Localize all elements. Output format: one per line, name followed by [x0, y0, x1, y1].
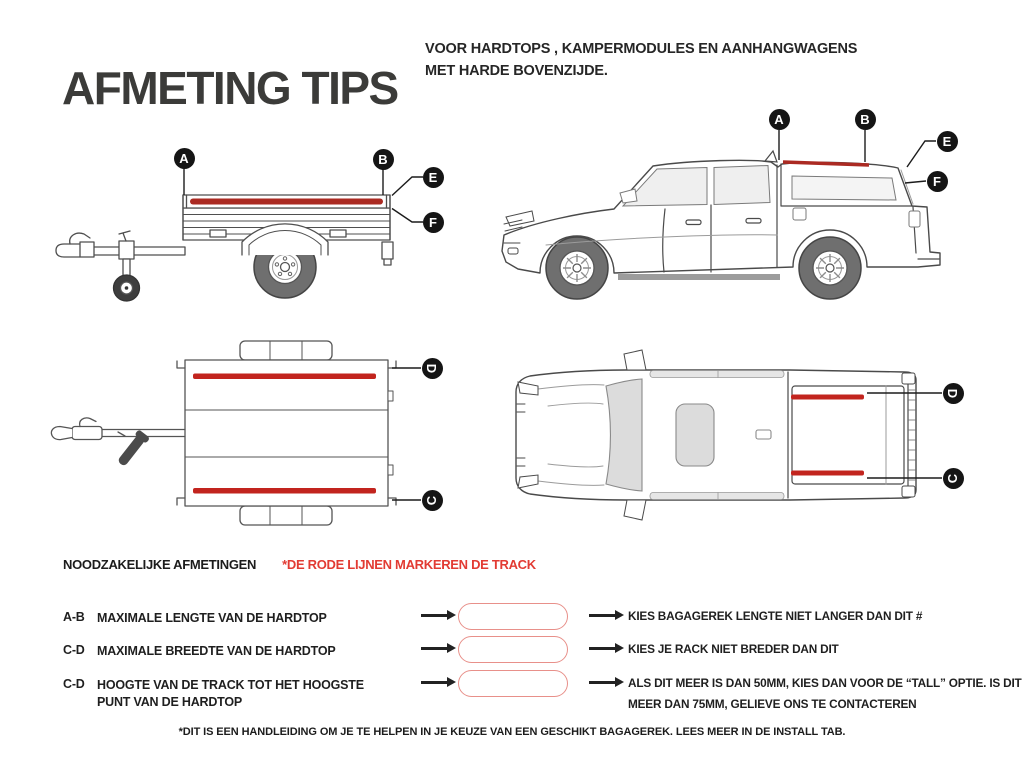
row-range-label: C-D [63, 643, 85, 657]
row-range-label: A-B [63, 610, 85, 624]
marker-e: E [423, 167, 444, 188]
legend-heading: NOODZAKELIJKE AFMETINGEN [63, 557, 257, 572]
track-line [791, 395, 864, 400]
arrow-right-icon [421, 614, 447, 617]
track-line [193, 374, 376, 380]
row-instruction: KIES JE RACK NIET BREDER DAN DIT [628, 642, 839, 656]
marker-c: C [422, 490, 443, 511]
trailer-top-drawing [30, 332, 470, 557]
page-subtitle [425, 39, 857, 83]
marker-d: D [422, 358, 443, 379]
marker-f: F [927, 171, 948, 192]
legend-row-length [0, 603, 1024, 635]
arrow-right-icon [421, 681, 447, 684]
legend-track-note: *DE RODE LIJNEN MARKEREN DE TRACK [282, 557, 536, 572]
legend-heading-row [63, 557, 536, 572]
track-line [791, 471, 864, 476]
row-range-label: C-D [63, 677, 85, 691]
trailer-line-art [56, 195, 393, 301]
marker-f: F [423, 212, 444, 233]
track-line [190, 199, 383, 205]
subtitle-line-1: VOOR HARDTOPS , KAMPERMODULES EN AANHANGWAGENS [425, 41, 858, 57]
marker-b: B [373, 149, 394, 170]
marker-a: A [769, 109, 790, 130]
arrow-right-icon [589, 681, 615, 684]
row-instruction: ALS DIT MEER IS DAN 50MM, KIES DAN VOOR DE “TALL” OPTIE. IS DIT MEER DAN 75MM, GELIEVE ONS TE CONTACTEREN [628, 676, 1022, 712]
arrow-right-icon [421, 647, 447, 650]
truck-top-drawing [490, 330, 995, 565]
marker-b: B [855, 109, 876, 130]
measurement-fill-in-box [458, 670, 568, 697]
legend-row-height [0, 670, 1024, 712]
row-description: MAXIMALE LENGTE VAN DE HARDTOP [97, 611, 327, 625]
truck-side-view [480, 105, 1000, 325]
measurement-fill-in-box [458, 636, 568, 663]
trailer-side-drawing [40, 112, 460, 327]
track-line [193, 488, 376, 494]
legend-row-width [0, 636, 1024, 668]
page-title: AFMETING TIPS [62, 61, 398, 114]
front-wheel [546, 237, 608, 299]
leader-lines [392, 368, 421, 500]
marker-d: D [943, 383, 964, 404]
arrow-right-icon [589, 647, 615, 650]
marker-e: E [937, 131, 958, 152]
rear-wheel [799, 237, 861, 299]
legend-footnote: *DIT IS EEN HANDLEIDING OM JE TE HELPEN IN JE KEUZE VAN EEN GESCHIKT BAGAGEREK. LEES MEER IN DE INSTALL TAB. [178, 726, 846, 738]
row-instruction: KIES BAGAGEREK LENGTE NIET LANGER DAN DIT # [628, 609, 923, 623]
jockey-handle [115, 429, 150, 468]
trailer-top-line-art [51, 341, 396, 525]
marker-a: A [174, 148, 195, 169]
row-description: MAXIMALE BREEDTE VAN DE HARDTOP [97, 644, 336, 658]
truck-side-drawing [480, 105, 1000, 325]
marker-c: C [943, 468, 964, 489]
trailer-side-view [40, 112, 460, 327]
subtitle-line-2: MET HARDE BOVENZIJDE. [425, 62, 608, 79]
measurement-fill-in-box [458, 603, 568, 630]
trailer-top-view [30, 332, 470, 557]
arrow-right-icon [589, 614, 615, 617]
row-description: HOOGTE VAN DE TRACK TOT HET HOOGSTE PUNT VAN DE HARDTOP [97, 678, 364, 709]
truck-top-view [490, 330, 995, 565]
